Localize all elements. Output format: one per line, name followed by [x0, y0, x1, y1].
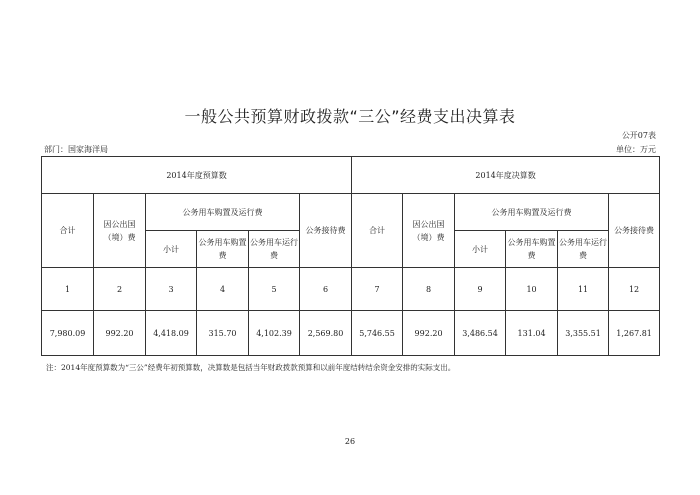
header-purchase: 公务用车购置费 [197, 231, 249, 268]
header-subtotal: 小计 [455, 231, 506, 268]
header-operation: 公务用车运行费 [558, 231, 609, 268]
department-label: 部门：国家海洋局 [44, 145, 108, 154]
value-cell: 4,418.09 [146, 311, 197, 356]
header-total: 合计 [42, 194, 94, 268]
form-number: 公开07表 [621, 131, 656, 140]
index-cell: 4 [197, 268, 249, 311]
header-abroad: 因公出国（境）费 [403, 194, 455, 268]
values-row [42, 311, 660, 356]
index-cell: 11 [558, 268, 609, 311]
header-reception: 公务接待费 [609, 194, 660, 268]
index-cell: 9 [455, 268, 506, 311]
index-cell: 5 [249, 268, 300, 311]
index-cell: 3 [146, 268, 197, 311]
value-cell: 4,102.39 [249, 311, 300, 356]
index-cell: 1 [42, 268, 94, 311]
value-cell: 3,355.51 [558, 311, 609, 356]
header-abroad: 因公出国（境）费 [94, 194, 146, 268]
header-reception: 公务接待费 [300, 194, 352, 268]
index-cell: 10 [506, 268, 558, 311]
index-cell: 7 [352, 268, 403, 311]
value-cell: 2,569.80 [300, 311, 352, 356]
header-operation: 公务用车运行费 [249, 231, 300, 268]
section-budget-header: 2014年度预算数 [42, 157, 352, 194]
value-cell: 992.20 [94, 311, 146, 356]
index-cell: 8 [403, 268, 455, 311]
section-header-row [42, 157, 660, 194]
header-total: 合计 [352, 194, 403, 268]
column-index-row [42, 268, 660, 311]
header-vehicle: 公务用车购置及运行费 [455, 194, 609, 231]
column-header-row [42, 194, 660, 231]
value-cell: 3,486.54 [455, 311, 506, 356]
value-cell: 7,980.09 [42, 311, 94, 356]
value-cell: 1,267.81 [609, 311, 660, 356]
page-title: 一般公共预算财政拨款“三公”经费支出决算表 [184, 107, 516, 126]
value-cell: 315.70 [197, 311, 249, 356]
section-final-header: 2014年度决算数 [352, 157, 660, 194]
value-cell: 992.20 [403, 311, 455, 356]
header-subtotal: 小计 [146, 231, 197, 268]
expense-table [41, 156, 660, 356]
header-vehicle: 公务用车购置及运行费 [146, 194, 300, 231]
value-cell: 5,746.55 [352, 311, 403, 356]
page-number: 26 [344, 437, 356, 446]
index-cell: 2 [94, 268, 146, 311]
index-cell: 12 [609, 268, 660, 311]
footnote: 注：2014年度预算数为“三公”经费年初预算数，决算数是包括当年财政拨款预算和以前年度结转结余资金安排的实际支出。 [46, 363, 456, 372]
unit-label: 单位：万元 [616, 145, 656, 154]
header-purchase: 公务用车购置费 [506, 231, 558, 268]
value-cell: 131.04 [506, 311, 558, 356]
index-cell: 6 [300, 268, 352, 311]
